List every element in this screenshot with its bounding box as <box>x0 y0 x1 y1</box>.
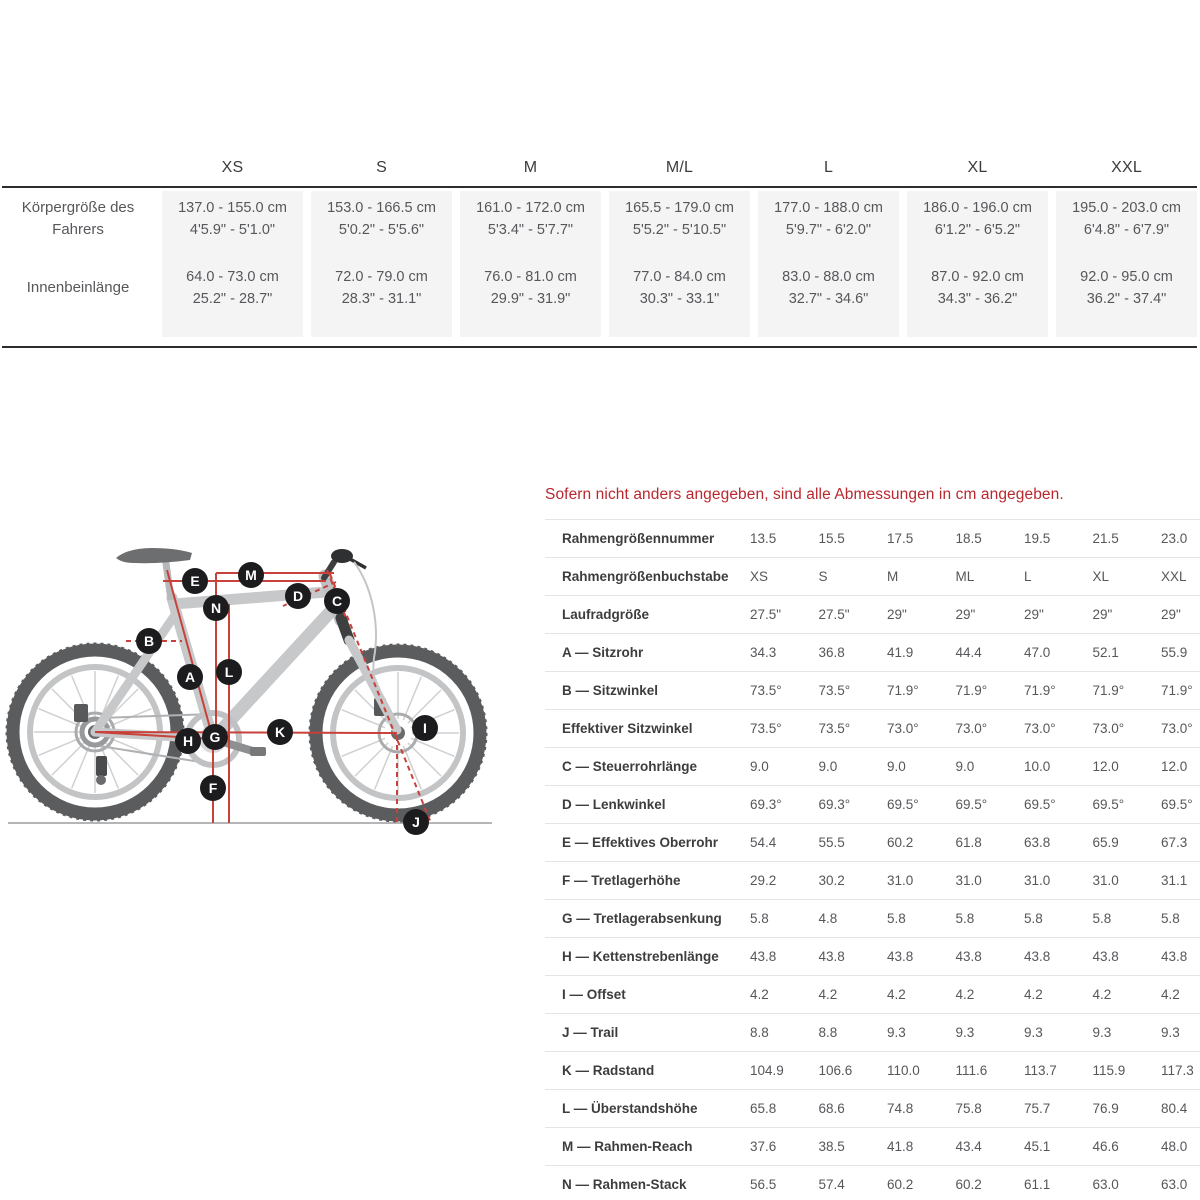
geometry-value: XXL <box>1161 569 1187 584</box>
stem <box>324 562 334 578</box>
size-column-xl <box>907 191 1048 337</box>
geometry-value: 71.9° <box>955 683 988 698</box>
geometry-value: 29" <box>887 607 907 622</box>
size-column-m <box>460 191 601 337</box>
inseam-in: 36.2" - 37.4" <box>1086 291 1167 307</box>
geometry-value: 15.5 <box>818 531 845 546</box>
geometry-row <box>545 899 1200 937</box>
rider-height-range <box>311 197 452 241</box>
geometry-value: 9.3 <box>1092 1025 1112 1040</box>
size-header-m-l: M/L <box>665 159 694 176</box>
geometry-value: 5.8 <box>1092 911 1112 926</box>
geometry-value: 73.5° <box>818 683 851 698</box>
geometry-value: 65.9 <box>1092 835 1119 850</box>
geometry-row-label: E — Effektives Oberrohr <box>562 835 719 850</box>
geometry-row <box>545 557 1200 595</box>
geometry-row-label: C — Steuerrohrlänge <box>562 759 698 774</box>
geometry-value: 68.6 <box>818 1101 845 1116</box>
geometry-value: 30.2 <box>818 873 845 888</box>
geometry-value: 69.5° <box>1092 797 1125 812</box>
diagram-marker-n <box>203 595 229 621</box>
geometry-value: 19.5 <box>1024 531 1051 546</box>
geometry-row-label: Laufradgröße <box>562 607 650 622</box>
rider-height-range <box>609 197 750 241</box>
size-column-xxl <box>1056 191 1197 337</box>
geometry-value: 56.5 <box>750 1177 777 1192</box>
inseam-range <box>907 266 1048 310</box>
geometry-value: 4.2 <box>1024 987 1043 1002</box>
geometry-value: 5.8 <box>750 911 769 926</box>
geometry-value: 4.2 <box>818 987 838 1002</box>
geometry-value: 43.8 <box>887 949 914 964</box>
geometry-value: 5.8 <box>1161 911 1180 926</box>
geometry-table <box>545 519 1200 1200</box>
geometry-value: 69.3° <box>750 797 782 812</box>
geometry-value: 63.0 <box>1092 1177 1119 1192</box>
geometry-value: 74.8 <box>887 1101 914 1116</box>
inseam-range <box>609 266 750 310</box>
geometry-value: 9.3 <box>1161 1025 1180 1040</box>
brake-cable <box>354 562 394 724</box>
pedal <box>250 747 266 756</box>
inseam-range <box>758 266 899 310</box>
geometry-value: 60.2 <box>887 1177 914 1192</box>
height-ft: 6'4.8" - 6'7.9" <box>1083 222 1170 238</box>
handlebar <box>331 549 353 563</box>
height-ft: 5'0.2" - 5'5.6" <box>338 222 425 238</box>
geometry-value: 52.1 <box>1092 645 1119 660</box>
diagram-marker-h <box>175 728 201 754</box>
inseam-cm: 92.0 - 95.0 cm <box>1080 269 1173 285</box>
size-column-xs <box>162 191 303 337</box>
geometry-value: 31.0 <box>1092 873 1119 888</box>
inseam-range <box>460 266 601 310</box>
geometry-value: 69.5° <box>887 797 919 812</box>
geometry-value: 9.3 <box>1024 1025 1043 1040</box>
size-column-m-l <box>609 191 750 337</box>
geometry-row-label: A — Sitzrohr <box>562 645 644 660</box>
height-ft: 4'5.9" - 5'1.0" <box>189 222 276 238</box>
size-header-xl: XL <box>967 159 988 176</box>
diagram-marker-m <box>238 562 264 588</box>
diagram-marker-b <box>136 628 162 654</box>
diagram-marker-f <box>200 775 226 801</box>
geometry-value: 80.4 <box>1161 1101 1188 1116</box>
rear-brake-caliper <box>74 704 88 722</box>
geometry-value: 47.0 <box>1024 645 1051 660</box>
geometry-value: 29" <box>1161 607 1181 622</box>
geometry-value: 111.6 <box>955 1063 988 1078</box>
geometry-row-label: Rahmengrößenbuchstabe <box>562 569 729 584</box>
rider-height-label-line2: Fahrers <box>52 221 104 238</box>
height-cm: 195.0 - 203.0 cm <box>1072 200 1181 216</box>
geometry-value: 71.9° <box>1092 683 1125 698</box>
size-table-corner <box>2 150 154 186</box>
geometry-row <box>545 671 1200 709</box>
geometry-value: 4.2 <box>955 987 975 1002</box>
geometry-value: 71.9° <box>1161 683 1193 698</box>
svg-text:C: C <box>331 593 343 609</box>
geometry-row <box>545 519 1200 557</box>
geometry-value: XL <box>1092 569 1110 584</box>
geometry-row-label: Effektiver Sitzwinkel <box>562 721 693 736</box>
geometry-value: 73.5° <box>750 683 782 698</box>
geometry-row <box>545 823 1200 861</box>
svg-text:G: G <box>209 729 221 745</box>
geometry-row <box>545 709 1200 747</box>
row-label-inseam <box>2 266 154 310</box>
geometry-value: 27.5" <box>750 607 782 622</box>
measurements-note: Sofern nicht anders angegeben, sind alle Abmessungen in cm angegeben. <box>545 486 1064 503</box>
rear-derailleur <box>96 756 107 776</box>
geometry-row <box>545 1165 1200 1200</box>
geometry-value: 29" <box>955 607 976 622</box>
geometry-value: 44.4 <box>955 645 982 660</box>
height-ft: 5'3.4" - 5'7.7" <box>487 222 574 238</box>
geometry-value: 4.8 <box>818 911 838 926</box>
inseam-cm: 87.0 - 92.0 cm <box>931 269 1024 285</box>
rider-height-range <box>907 197 1048 241</box>
geometry-value: 73.5° <box>750 721 782 736</box>
geometry-value: 12.0 <box>1092 759 1119 774</box>
geometry-value: 31.1 <box>1161 873 1188 888</box>
size-header-xs: XS <box>221 159 244 176</box>
geometry-row-label: H — Kettenstrebenlänge <box>562 949 719 964</box>
geometry-row <box>545 1051 1200 1089</box>
geometry-value: 73.0° <box>955 721 988 736</box>
height-ft: 5'5.2" - 5'10.5" <box>632 222 727 238</box>
rider-height-range <box>758 197 899 241</box>
geometry-value: 43.8 <box>1161 949 1188 964</box>
geometry-value: 18.5 <box>955 531 982 546</box>
size-row-labels <box>2 191 154 337</box>
inseam-in: 25.2" - 28.7" <box>192 291 273 307</box>
geometry-value: 110.0 <box>887 1063 920 1078</box>
diagram-marker-k <box>267 719 293 745</box>
geometry-value: 9.0 <box>887 759 906 774</box>
geometry-value: 60.2 <box>887 835 914 850</box>
geometry-value: 43.8 <box>955 949 982 964</box>
geometry-value: 106.6 <box>818 1063 853 1078</box>
geometry-row-label: J — Trail <box>562 1025 619 1040</box>
svg-text:D: D <box>292 588 304 604</box>
geometry-value: 13.5 <box>750 531 777 546</box>
geometry-value: 8.8 <box>750 1025 769 1040</box>
height-cm: 161.0 - 172.0 cm <box>476 200 585 216</box>
geometry-value: 69.3° <box>818 797 851 812</box>
geometry-value: 71.9° <box>1024 683 1056 698</box>
inseam-range <box>311 266 452 310</box>
geometry-value: XS <box>750 569 769 584</box>
inseam-cm: 77.0 - 84.0 cm <box>633 269 726 285</box>
inseam-range <box>162 266 303 310</box>
geometry-row <box>545 937 1200 975</box>
height-cm: 153.0 - 166.5 cm <box>327 200 436 216</box>
geometry-value: 43.8 <box>1024 949 1051 964</box>
svg-text:A: A <box>184 669 196 685</box>
inseam-cm: 72.0 - 79.0 cm <box>335 269 428 285</box>
svg-text:K: K <box>274 724 286 740</box>
height-cm: 186.0 - 196.0 cm <box>923 200 1032 216</box>
diagram-marker-l <box>216 659 242 685</box>
geometry-value: 4.2 <box>1092 987 1112 1002</box>
geometry-value: 104.9 <box>750 1063 784 1078</box>
size-table <box>2 150 1197 348</box>
inseam-label: Innenbeinlänge <box>26 279 130 296</box>
height-cm: 165.5 - 179.0 cm <box>625 200 734 216</box>
geometry-value: 27.5" <box>818 607 850 622</box>
diagram-marker-j <box>403 809 429 835</box>
diagram-marker-g <box>202 724 228 750</box>
geometry-value: 4.2 <box>1161 987 1180 1002</box>
geometry-row-label: M — Rahmen-Reach <box>562 1139 693 1154</box>
geometry-value: 9.0 <box>750 759 769 774</box>
geometry-row-label: G — Tretlagerabsenkung <box>562 911 722 926</box>
geometry-value: 55.9 <box>1161 645 1188 660</box>
svg-text:B: B <box>143 633 155 649</box>
height-ft: 6'1.2" - 6'5.2" <box>934 222 1021 238</box>
diagram-marker-i <box>412 715 438 741</box>
svg-text:M: M <box>245 567 257 583</box>
inseam-in: 30.3" - 33.1" <box>639 291 720 307</box>
geometry-value: 9.0 <box>818 759 838 774</box>
geometry-value: 117.3 <box>1161 1063 1194 1078</box>
geometry-value: 5.8 <box>887 911 906 926</box>
geometry-value: 29.2 <box>750 873 777 888</box>
svg-text:H: H <box>182 733 194 749</box>
diagram-marker-e <box>182 568 208 594</box>
geometry-value: 75.7 <box>1024 1101 1051 1116</box>
diagram-marker-d <box>285 583 311 609</box>
geometry-value: 73.5° <box>818 721 851 736</box>
geometry-value: ML <box>955 569 975 584</box>
geometry-value: 61.1 <box>1024 1177 1051 1192</box>
geometry-row-label: D — Lenkwinkel <box>562 797 666 812</box>
geometry-value: S <box>818 569 828 584</box>
geometry-value: 31.0 <box>1024 873 1051 888</box>
geometry-value: 17.5 <box>887 531 914 546</box>
geometry-value: 63.0 <box>1161 1177 1188 1192</box>
size-table-header-row <box>2 150 1197 186</box>
geometry-value: 43.8 <box>1092 949 1119 964</box>
size-header-s: S <box>376 159 387 176</box>
geometry-row <box>545 1089 1200 1127</box>
size-column-l <box>758 191 899 337</box>
height-cm: 177.0 - 188.0 cm <box>774 200 883 216</box>
geometry-row <box>545 747 1200 785</box>
svg-text:E: E <box>190 573 200 589</box>
geometry-value: 43.4 <box>955 1139 982 1154</box>
inseam-cm: 76.0 - 81.0 cm <box>484 269 577 285</box>
geometry-value: 29" <box>1092 607 1113 622</box>
geometry-value: 61.8 <box>955 835 982 850</box>
svg-text:L: L <box>224 664 234 680</box>
geometry-value: 71.9° <box>887 683 919 698</box>
geometry-value: 12.0 <box>1161 759 1188 774</box>
geometry-value: 5.8 <box>955 911 975 926</box>
rider-height-label-line1: Körpergröße des <box>21 199 135 216</box>
size-header-m: M <box>523 159 538 176</box>
svg-text:J: J <box>412 814 420 830</box>
inseam-range <box>1056 266 1197 310</box>
geometry-value: 57.4 <box>818 1177 845 1192</box>
geometry-row-label: B — Sitzwinkel <box>562 683 659 698</box>
geometry-value: 55.5 <box>818 835 845 850</box>
geometry-row-label: K — Radstand <box>562 1063 655 1078</box>
geometry-value: 21.5 <box>1092 531 1119 546</box>
geometry-value: 73.0° <box>1092 721 1125 736</box>
geometry-value: M <box>887 569 899 584</box>
svg-text:N: N <box>210 600 222 616</box>
geometry-value: 9.3 <box>887 1025 906 1040</box>
geometry-value: 29" <box>1024 607 1044 622</box>
geometry-value: 60.2 <box>955 1177 982 1192</box>
geometry-value: 75.8 <box>955 1101 982 1116</box>
geometry-row <box>545 1013 1200 1051</box>
rider-height-range <box>1056 197 1197 241</box>
geometry-row-label: L — Überstandshöhe <box>562 1101 698 1116</box>
height-cm: 137.0 - 155.0 cm <box>178 200 287 216</box>
geometry-row-label: N — Rahmen-Stack <box>562 1177 687 1192</box>
geometry-value: 36.8 <box>818 645 845 660</box>
geometry-row-label: F — Tretlagerhöhe <box>562 873 681 888</box>
geometry-value: 43.8 <box>818 949 845 964</box>
geometry-row-label: Rahmengrößennummer <box>562 531 715 546</box>
geometry-value: 45.1 <box>1024 1139 1051 1154</box>
inseam-in: 32.7" - 34.6" <box>788 291 869 307</box>
geometry-value: 73.0° <box>887 721 919 736</box>
inseam-cm: 64.0 - 73.0 cm <box>186 269 279 285</box>
rider-height-range <box>460 197 601 241</box>
geometry-value: 65.8 <box>750 1101 777 1116</box>
inseam-cm: 83.0 - 88.0 cm <box>782 269 875 285</box>
svg-text:I: I <box>423 720 427 736</box>
rider-height-range <box>162 197 303 241</box>
geometry-value: 54.4 <box>750 835 777 850</box>
inseam-in: 34.3" - 36.2" <box>937 291 1018 307</box>
geometry-value: L <box>1024 569 1032 584</box>
geometry-value: 46.6 <box>1092 1139 1119 1154</box>
geometry-value: 73.0° <box>1024 721 1056 736</box>
geometry-value: 41.9 <box>887 645 914 660</box>
bike-geometry-diagram <box>0 540 540 840</box>
geometry-value: 8.8 <box>818 1025 838 1040</box>
geometry-value: 9.3 <box>955 1025 975 1040</box>
diagram-marker-c <box>324 588 350 614</box>
geometry-row <box>545 975 1200 1013</box>
geometry-row <box>545 785 1200 823</box>
geometry-value: 115.9 <box>1092 1063 1126 1078</box>
svg-text:F: F <box>208 780 218 796</box>
geometry-row <box>545 861 1200 899</box>
size-header-xxl: XXL <box>1111 159 1142 176</box>
geometry-row <box>545 595 1200 633</box>
saddle <box>116 548 192 563</box>
geometry-value: 43.8 <box>750 949 777 964</box>
geometry-value: 4.2 <box>750 987 769 1002</box>
size-table-body <box>2 186 1197 348</box>
geometry-value: 41.8 <box>887 1139 914 1154</box>
diagram-marker-a <box>177 664 203 690</box>
geometry-row <box>545 633 1200 671</box>
size-column-s <box>311 191 452 337</box>
geometry-value: 69.5° <box>955 797 988 812</box>
row-label-rider-height <box>2 197 154 241</box>
geometry-value: 113.7 <box>1024 1063 1057 1078</box>
geometry-value: 63.8 <box>1024 835 1051 850</box>
geometry-value: 67.3 <box>1161 835 1188 850</box>
geometry-value: 31.0 <box>955 873 982 888</box>
geometry-value: 10.0 <box>1024 759 1051 774</box>
height-ft: 5'9.7" - 6'2.0" <box>785 222 872 238</box>
geometry-value: 5.8 <box>1024 911 1043 926</box>
geometry-value: 4.2 <box>887 987 906 1002</box>
geometry-value: 9.0 <box>955 759 975 774</box>
geometry-value: 31.0 <box>887 873 914 888</box>
wheelbase-line-K <box>95 732 397 733</box>
size-header-l: L <box>823 159 834 176</box>
geometry-value: 23.0 <box>1161 531 1188 546</box>
inseam-in: 28.3" - 31.1" <box>341 291 422 307</box>
geometry-value: 34.3 <box>750 645 777 660</box>
geometry-value: 76.9 <box>1092 1101 1119 1116</box>
inseam-in: 29.9" - 31.9" <box>490 291 571 307</box>
geometry-value: 38.5 <box>818 1139 845 1154</box>
geometry-value: 37.6 <box>750 1139 777 1154</box>
geometry-value: 73.0° <box>1161 721 1193 736</box>
geometry-value: 69.5° <box>1161 797 1193 812</box>
geometry-value: 69.5° <box>1024 797 1056 812</box>
geometry-row-label: I — Offset <box>562 987 626 1002</box>
geometry-value: 48.0 <box>1161 1139 1188 1154</box>
geometry-row <box>545 1127 1200 1165</box>
